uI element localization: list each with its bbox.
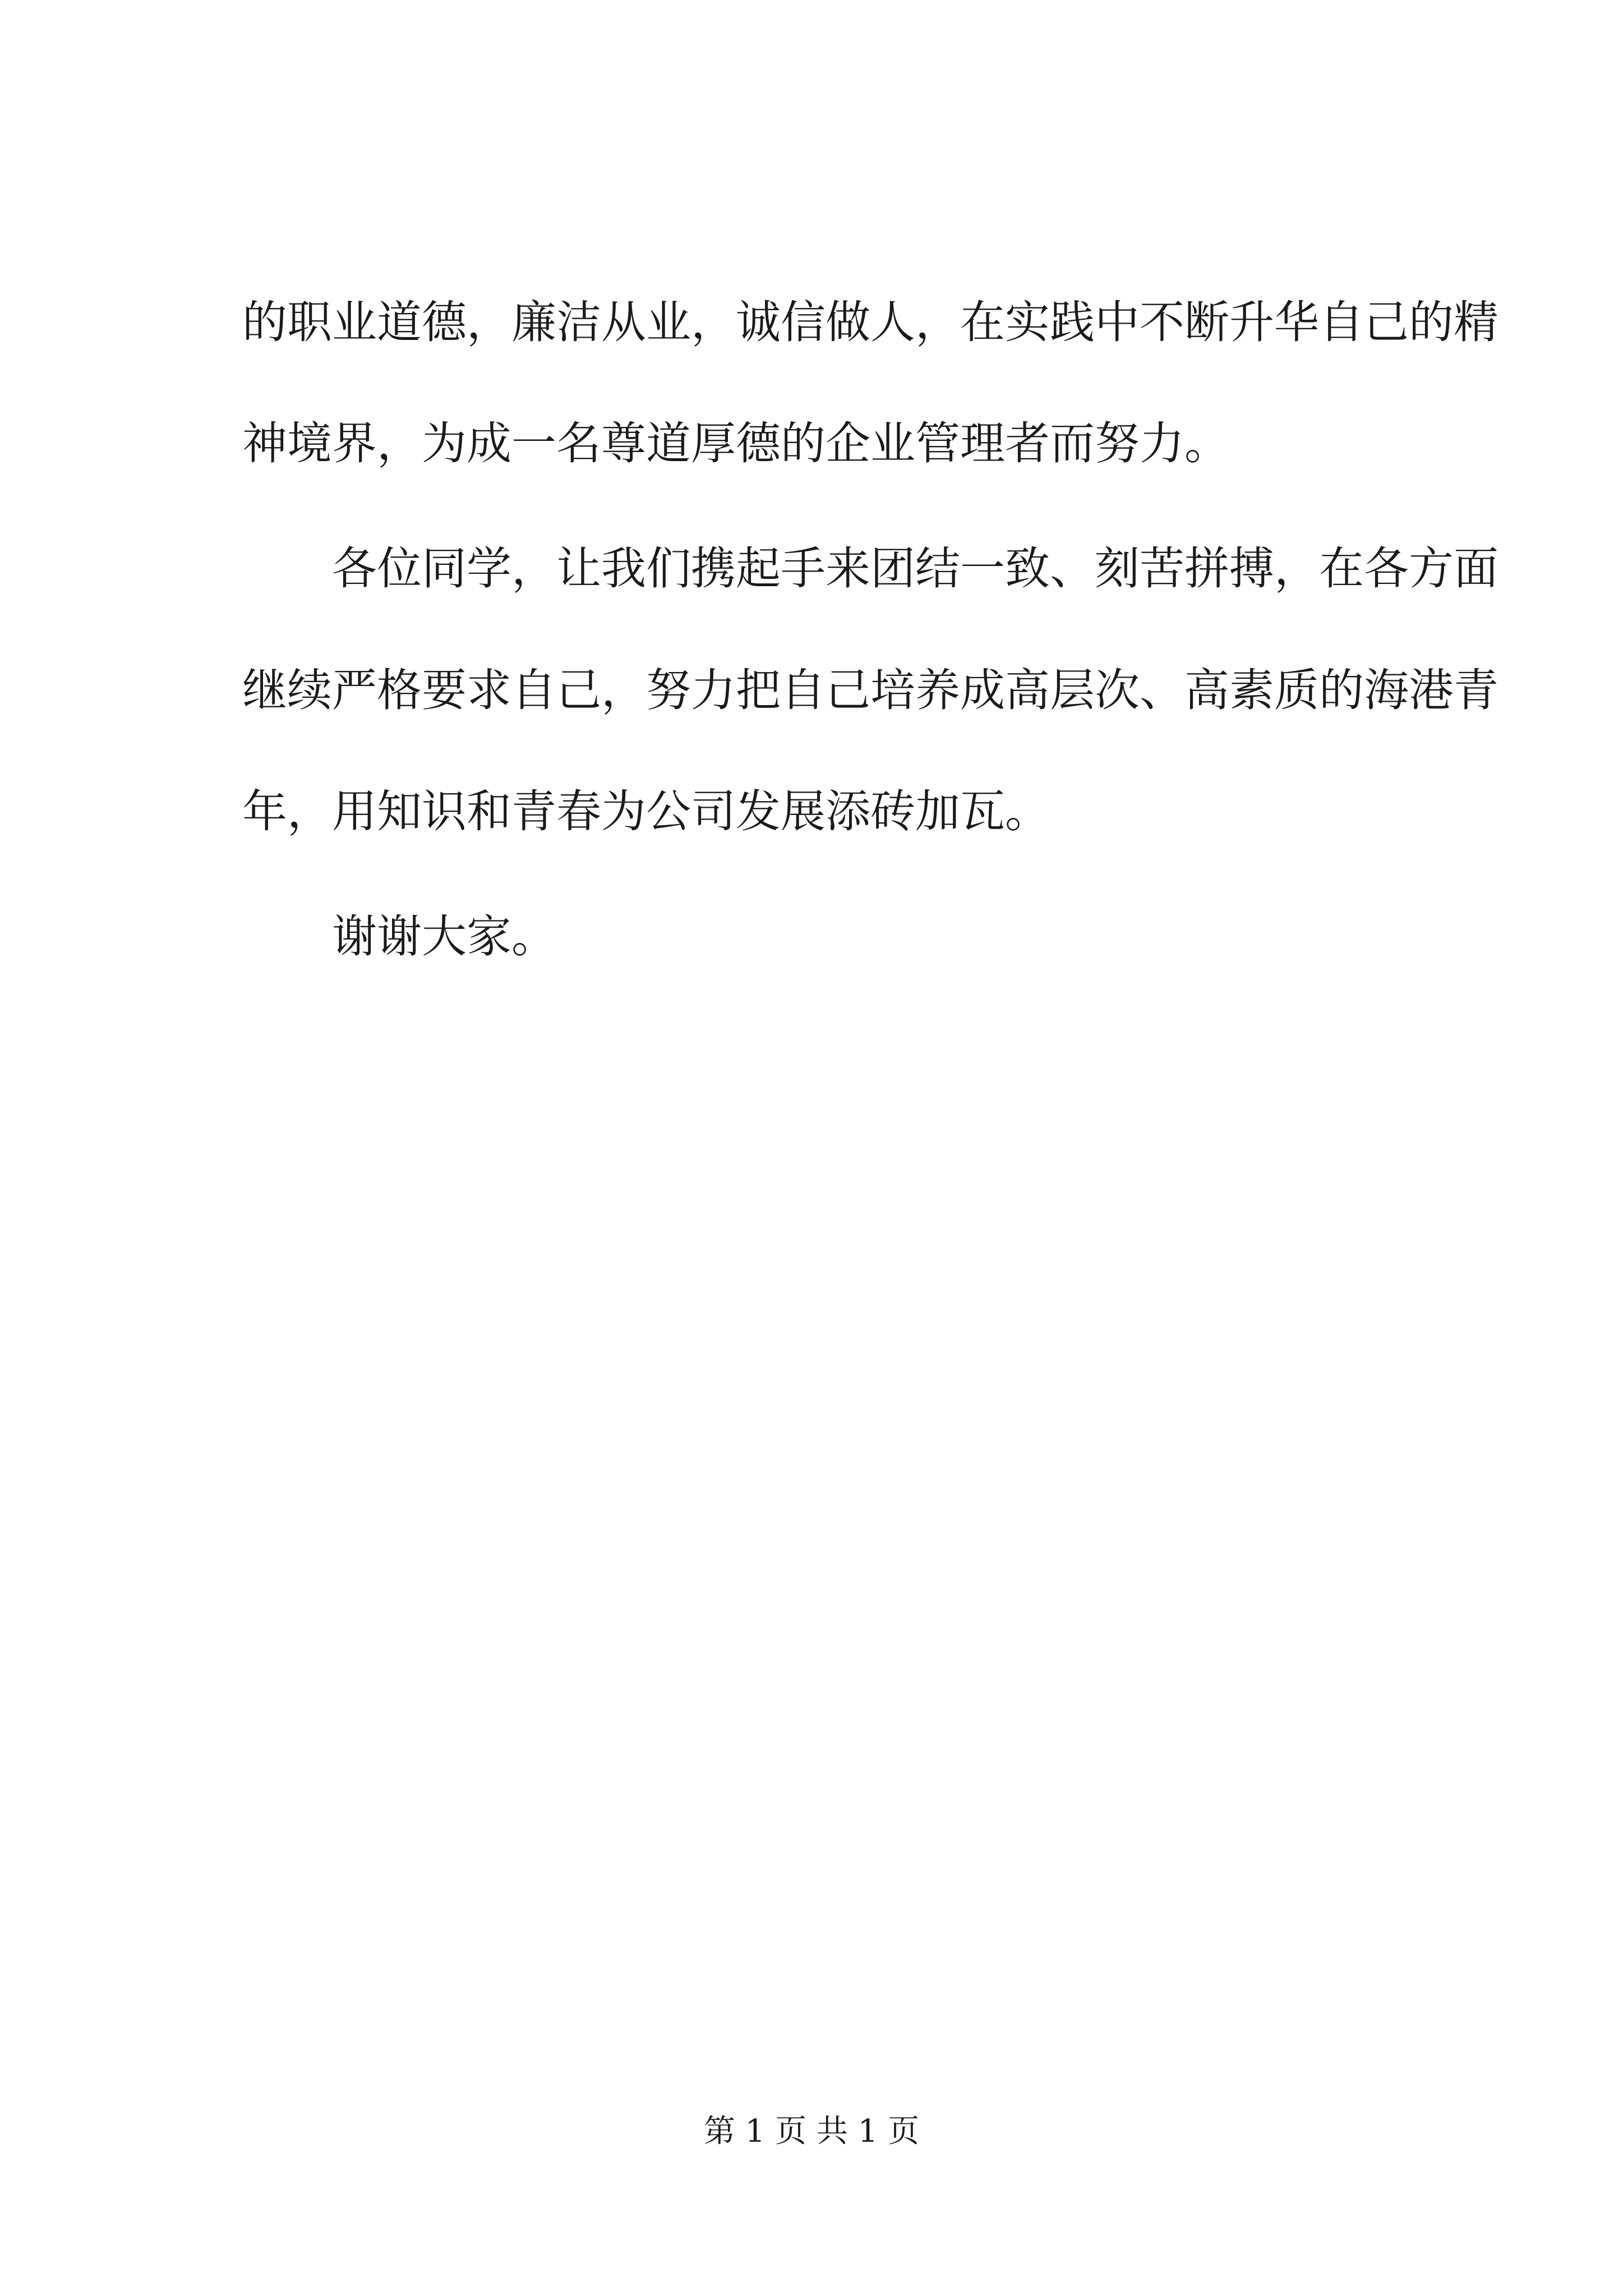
- paragraph-2-line-3: 年，用知识和青春为公司发展添砖加瓦。: [242, 785, 1050, 838]
- paragraph-1-line-2: 神境界，为成一名尊道厚德的企业管理者而努力。: [242, 417, 1229, 470]
- paragraph-3-line-1: 谢谢大家。: [332, 910, 556, 963]
- paragraph-2-line-1: 各位同学，让我们携起手来团结一致、刻苦拼搏，在各方面: [332, 542, 1498, 595]
- paragraph-2-line-2: 继续严格要求自己，努力把自己培养成高层次、高素质的海港青: [242, 664, 1498, 716]
- document-body: [242, 296, 1498, 963]
- page-footer: 第 1 页 共 1 页: [703, 2113, 920, 2150]
- paragraph-1-line-1: 的职业道德，廉洁从业，诚信做人，在实践中不断升华自己的精: [242, 296, 1498, 348]
